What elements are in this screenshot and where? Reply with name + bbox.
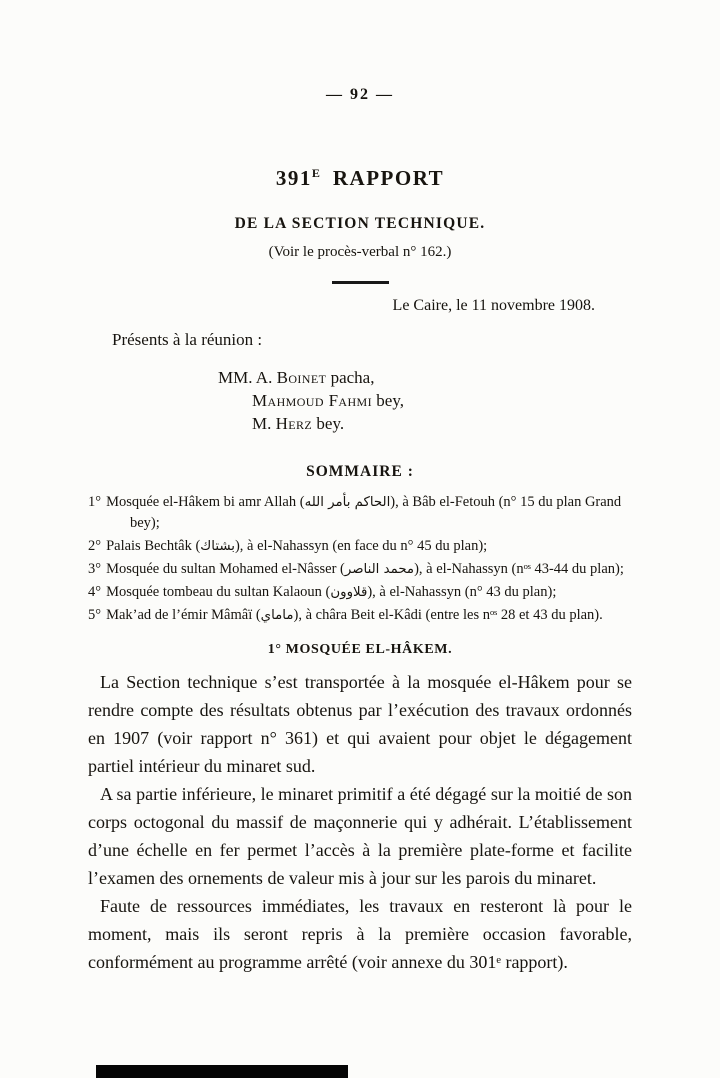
item-arabic-text: الحاكم بأمر الله bbox=[304, 495, 391, 510]
scan-artifact-bar bbox=[96, 1065, 348, 1078]
item-text-after: ), à el-Nahassyn (nᵒˢ 43-44 du plan); bbox=[414, 561, 624, 577]
item-text-after: ), à Bâb el-Fetouh (n° 15 du plan Grand bey); bbox=[130, 494, 622, 531]
sommaire-heading: SOMMAIRE : bbox=[306, 463, 414, 480]
reference-note: (Voir le procès-verbal n° 162.) bbox=[268, 244, 452, 260]
attendee-line bbox=[218, 366, 720, 389]
sommaire-item bbox=[0, 605, 720, 626]
title-divider bbox=[332, 281, 389, 284]
item-text-before: Mosquée el-Hâkem bi amr Allah ( bbox=[106, 494, 305, 510]
sommaire-item bbox=[0, 559, 720, 580]
attendee-line bbox=[218, 389, 720, 412]
dateline: Le Caire, le 11 novembre 1908. bbox=[392, 297, 595, 314]
attendee-name: Herz bbox=[275, 414, 313, 433]
sommaire-item bbox=[0, 492, 720, 534]
item-arabic-text: قلاوون bbox=[330, 585, 368, 600]
report-title-word: RAPPORT bbox=[332, 166, 445, 190]
attendee-suffix: bey. bbox=[312, 414, 345, 433]
paragraph: La Section technique s’est transportée à la mosquée el-Hâkem pour se rendre compte des résultats obtenus par l’exécution des travaux ordonnés en 1907 (voir rapport n° 361) et qui avaient pour objet le dégagement partiel intérieur du minaret sud. bbox=[88, 672, 632, 776]
item-number: 2° bbox=[88, 538, 102, 554]
item-text-after: ), à el-Nahassyn (en face du n° 45 du plan); bbox=[234, 538, 488, 554]
report-title bbox=[0, 166, 720, 191]
attendee-list bbox=[0, 366, 720, 435]
item-number: 3° bbox=[88, 561, 102, 577]
report-title-ordinal: E bbox=[311, 166, 320, 180]
paragraph: A sa partie inférieure, le minaret primitif a été dégagé sur la moitié de son corps octogonal du massif de maçonnerie qui y adhérait. L’établissement d’une échelle en fer permet l’accès à la première plate-forme et facilite l’examen des ornements de valeur mis à jour sur les parois du minaret. bbox=[88, 784, 632, 888]
report-title-number: 391 bbox=[275, 166, 312, 190]
attendee-line bbox=[218, 412, 720, 435]
page-number: — 92 — bbox=[326, 86, 394, 103]
attendee-prefix: M. bbox=[252, 414, 276, 433]
report-body bbox=[0, 668, 720, 976]
item-number: 1° bbox=[88, 494, 102, 510]
item-text-before: Mak’ad de l’émir Mâmâï ( bbox=[106, 607, 261, 623]
item-text-before: Mosquée du sultan Mohamed el-Nâsser ( bbox=[106, 561, 345, 577]
item-text-after: ), à châra Beit el-Kâdi (entre les nᵒˢ 28 et 43 du plan). bbox=[293, 607, 603, 623]
attendee-prefix: MM. A. bbox=[218, 368, 277, 387]
attendee-suffix: bey, bbox=[372, 391, 404, 410]
sommaire-list bbox=[0, 492, 720, 626]
section-heading: 1° MOSQUÉE EL-HÂKEM. bbox=[267, 642, 453, 657]
presents-intro: Présents à la réunion : bbox=[112, 330, 263, 349]
attendee-name: Boinet bbox=[276, 368, 327, 387]
paragraph: Faute de ressources immédiates, les travaux en resteront là pour le moment, mais ils seront repris à la première occasion favorable, conformément au programme arrêté (voir annexe du 301ᵉ rapport). bbox=[88, 896, 632, 972]
sommaire-item bbox=[0, 536, 720, 557]
item-text-before: Mosquée tombeau du sultan Kalaoun ( bbox=[106, 584, 331, 600]
attendee-suffix: pacha, bbox=[326, 368, 375, 387]
item-arabic-text: بشتاك bbox=[200, 539, 235, 554]
item-number: 4° bbox=[88, 584, 102, 600]
report-subtitle: DE LA SECTION TECHNIQUE. bbox=[234, 215, 486, 232]
sommaire-item bbox=[0, 582, 720, 603]
item-text-after: ), à el-Nahassyn (n° 43 du plan); bbox=[367, 584, 557, 600]
item-arabic-text: محمد الناصر bbox=[344, 562, 415, 577]
item-number: 5° bbox=[88, 607, 102, 623]
item-text-before: Palais Bechtâk ( bbox=[106, 538, 201, 554]
item-arabic-text: ماماي bbox=[260, 608, 294, 623]
attendee-name: Mahmoud Fahmi bbox=[252, 391, 373, 410]
